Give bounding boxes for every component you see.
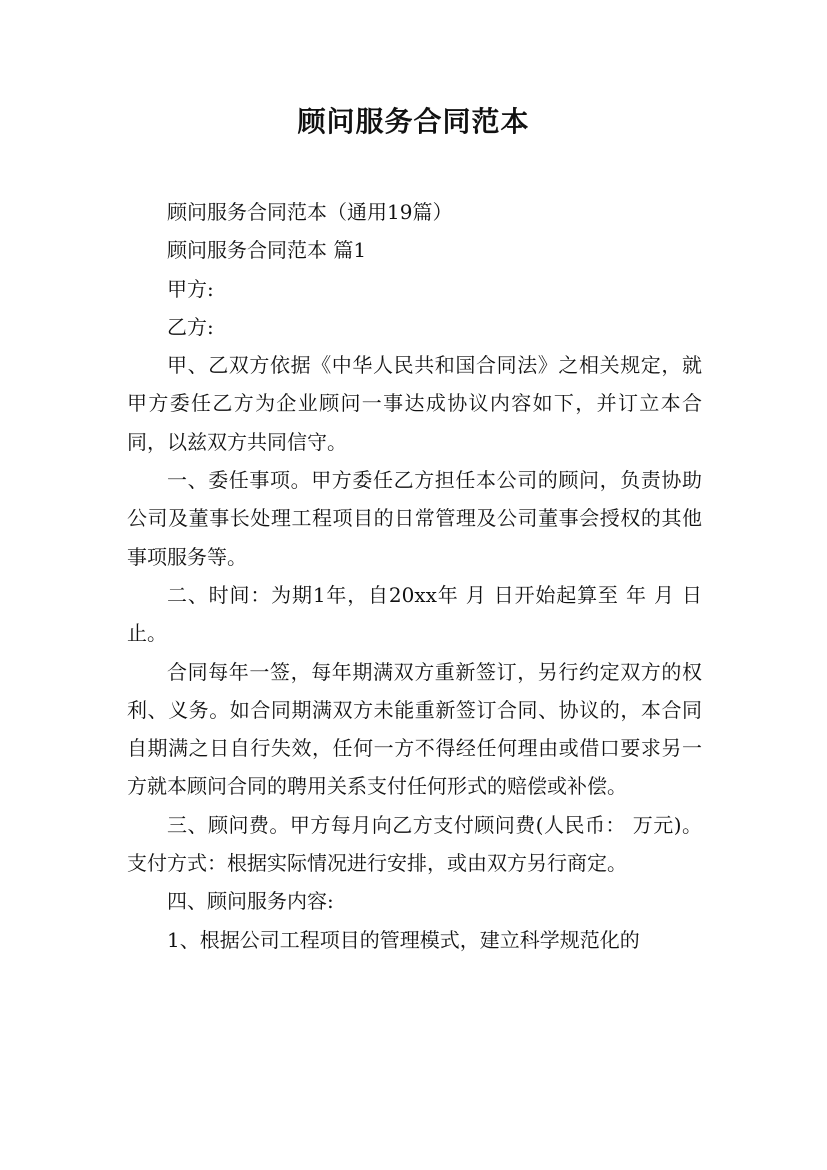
paragraph-section-heading: 顾问服务合同范本 篇1	[167, 238, 367, 263]
paragraph-party-b: 乙方:	[167, 314, 214, 339]
paragraph-clause-1: 一、委任事项。甲方委任乙方担任本公司的顾问，负责协助公司及董事长处理工程项目的日常管理及公司董事会授权的其他事项服务等。	[127, 468, 702, 569]
paragraph-preamble: 甲、乙双方依据《中华人民共和国合同法》之相关规定，就甲方委任乙方为企业顾问一事达成协议内容如下，并订立本合同，以兹双方共同信守。	[127, 353, 702, 454]
paragraph-party-a: 甲方:	[167, 276, 214, 301]
paragraph-clause-4-item-1: 1、根据公司工程项目的管理模式，建立科学规范化的	[167, 927, 640, 952]
paragraph-subtitle: 顾问服务合同范本（通用19篇）	[167, 200, 453, 224]
paragraph-clause-3: 三、顾问费。甲方每月向乙方支付顾问费(人民币： 万元)。支付方式：根据实际情况进行安排，或由双方另行商定。	[127, 812, 702, 876]
document-body	[127, 193, 702, 959]
paragraph-clause-4: 四、顾问服务内容:	[167, 889, 334, 914]
paragraph-clause-2: 二、时间：为期1年，自20xx年 月 日开始起算至 年 月 日止。	[127, 582, 702, 646]
document-title: 顾问服务合同范本	[297, 105, 530, 138]
paragraph-renewal: 合同每年一签，每年期满双方重新签订，另行约定双方的权利、义务。如合同期满双方未能重新签订合同、协议的，本合同自期满之日自行失效，任何一方不得经任何理由或借口要求另一方就本顾问合同的聘用关系支付任何形式的赔偿或补偿。	[127, 659, 702, 799]
